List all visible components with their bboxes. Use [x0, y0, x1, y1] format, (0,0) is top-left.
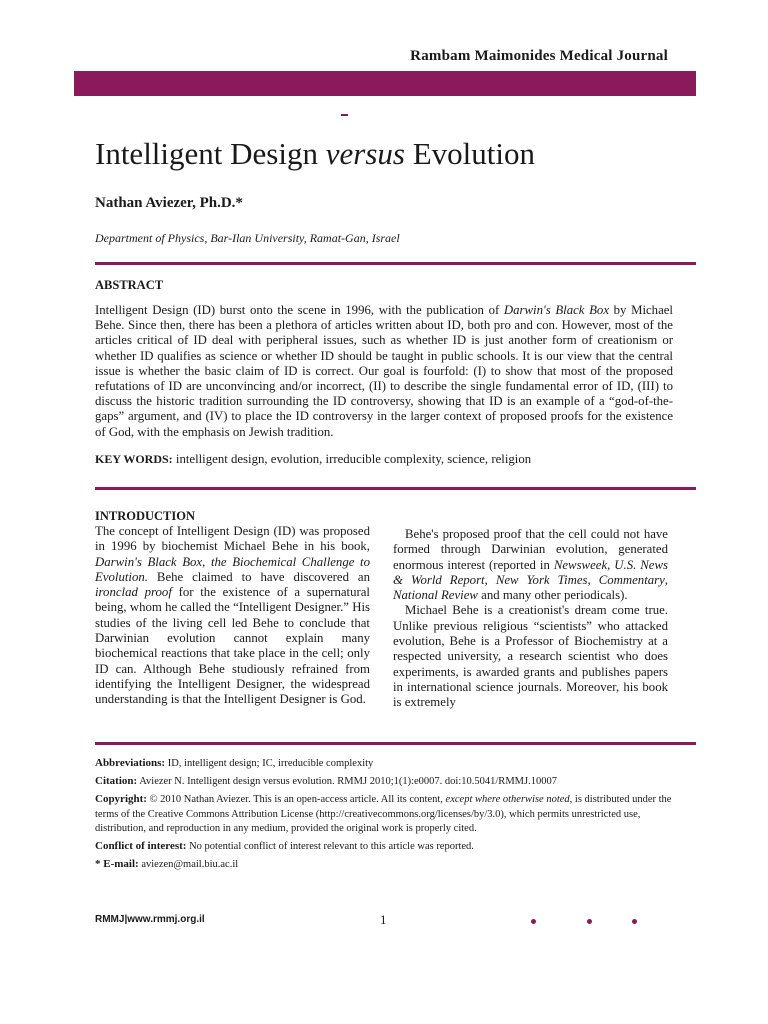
- keywords-text: intelligent design, evolution, irreducible complexity, science, religion: [172, 452, 532, 466]
- publication: Commentary: [598, 572, 665, 587]
- text-run: ,: [607, 557, 615, 572]
- abstract-part: by Michael Behe. Since then, there has been a plethora of articles written about ID, both pro and con. However, most of the articles critical of ID deal with peripheral issues, such as whether ID is just another form of creationism or whether ID qualifies as science or whether ID should be taught in public schools. It is our view that the central issue is whether the basic claim of ID is correct. Our goal is fourfold: (I) to show that most of the proposed refutations of ID are unconvincing and/or incorrect, (II) to describe the single fundamental error of ID, (III) to discuss the historic tradition surrounding the ID controversy, showing that ID is an example of a “god-of-the-gaps” argument, and (IV) to place the ID controversy in the larger context of proposed proofs for the existence of God, with the emphasis on Jewish tradition.: [95, 303, 673, 439]
- title-part: Evolution: [404, 136, 535, 171]
- abstract-body: [95, 303, 673, 440]
- note-label: Citation:: [95, 775, 138, 788]
- book-title: Darwin's Black Box, the Biochemical Challenge to Evolution.: [95, 554, 370, 584]
- email-address[interactable]: aviezen@mail.biu.ac.il: [138, 859, 239, 871]
- publication: Newsweek: [553, 557, 608, 572]
- text-run: ,: [587, 572, 599, 587]
- note-label: Abbreviations:: [95, 757, 166, 769]
- intro-left-column: [95, 524, 370, 708]
- note-italic: except where otherwise noted: [445, 794, 570, 806]
- divider-bottom: [95, 742, 696, 745]
- note-label: Copyright:: [95, 793, 147, 806]
- note-text: ID, intelligent design; IC, irreducible complexity: [165, 758, 374, 769]
- decorative-dot: [587, 919, 592, 924]
- note-label: Conflict of interest:: [95, 840, 187, 853]
- journal-name: Rambam Maimonides Medical Journal: [410, 48, 668, 64]
- title-italic: versus: [325, 136, 405, 171]
- decorative-dash: [341, 114, 348, 116]
- publication: U.S. News & World Report: [393, 557, 669, 587]
- keywords-label: KEY WORDS:: [95, 452, 173, 466]
- publication: New York Times: [495, 572, 588, 587]
- text-run: ,: [664, 572, 669, 587]
- emphasis: ironclad proof: [95, 585, 172, 600]
- note-text: No potential conflict of interest relevant to this article was reported.: [186, 841, 474, 853]
- intro-right-paragraph: Michael Behe is a creationist's dream come true. Unlike previous religious “scientists” who attacked evolution, Behe is a Professor of Biochemistry at a respected university, a research scientist who does experiments, is awarded grants and publishes papers in international science journals. Moreover, his book is extremely: [393, 603, 668, 710]
- intro-right-paragraph: [393, 527, 668, 603]
- intro-right-column: [393, 527, 668, 711]
- text-run: The concept of Intelligent Design (ID) was proposed in 1996 by biochemist Michael Behe in his book,: [95, 524, 370, 554]
- text-run: Behe claimed to have discovered an: [147, 569, 370, 584]
- header-bar: [74, 71, 696, 96]
- keywords: [95, 452, 675, 467]
- abstract-heading: ABSTRACT: [95, 278, 164, 292]
- author-name: Nathan Aviezer, Ph.D.*: [95, 195, 243, 211]
- text-run: for the existence of a supernatural being, whom he called the “Intelligent Designer.” His studies of the living cell led Behe to conclude that Darwinian evolution cannot explain many biochemical reactions that take place in the cell; only ID can. Although Behe studiously refrained from identifying the Intelligent Designer, the widespread understanding is that the Intelligent Designer is God.: [95, 585, 370, 707]
- text-run: and many other periodicals).: [477, 588, 628, 603]
- publication: National Review: [393, 588, 478, 603]
- copyright-note: [95, 792, 675, 836]
- note-label: * E-mail:: [95, 858, 139, 871]
- text-run: Behe's proposed proof that the cell could not have formed through Darwinian evolution, generated enormous interest (reported in: [393, 527, 668, 572]
- abstract-book-title: Darwin's Black Box: [503, 303, 609, 317]
- abstract-part: Intelligent Design (ID) burst onto the scene in 1996, with the publication of: [95, 303, 504, 317]
- introduction-heading: INTRODUCTION: [95, 509, 196, 523]
- note-text: , is distributed under the terms of the Creative Commons Attribution License (http://creativecommons.org/licenses/by/3.0), which permits unrestricted use, distribution, and reproduction in any medium, provided the original work is properly cited.: [95, 794, 672, 834]
- conflict-note: [95, 839, 675, 854]
- citation-note: [95, 774, 675, 789]
- page-number: 1: [380, 912, 387, 927]
- footer-journal-link[interactable]: RMMJ|www.rmmj.org.il: [95, 914, 205, 925]
- note-text: Aviezer N. Intelligent design versus evolution. RMMJ 2010;1(1):e0007. doi:10.5041/RMMJ.10007: [137, 776, 557, 788]
- title-part: Intelligent Design: [95, 136, 326, 171]
- intro-left-paragraph: [95, 524, 370, 708]
- decorative-dot: [531, 919, 536, 924]
- article-title: [95, 136, 535, 172]
- email-note: [95, 857, 675, 872]
- decorative-dot: [632, 919, 637, 924]
- author-affiliation: Department of Physics, Bar-Ilan University, Ramat-Gan, Israel: [95, 231, 400, 245]
- note-text: © 2010 Nathan Aviezer. This is an open-access article. All its content,: [146, 794, 446, 806]
- divider-top: [95, 262, 696, 265]
- divider-mid: [95, 487, 696, 490]
- text-run: ,: [484, 572, 496, 587]
- article-notes: [95, 756, 675, 875]
- abbreviations-note: [95, 756, 675, 771]
